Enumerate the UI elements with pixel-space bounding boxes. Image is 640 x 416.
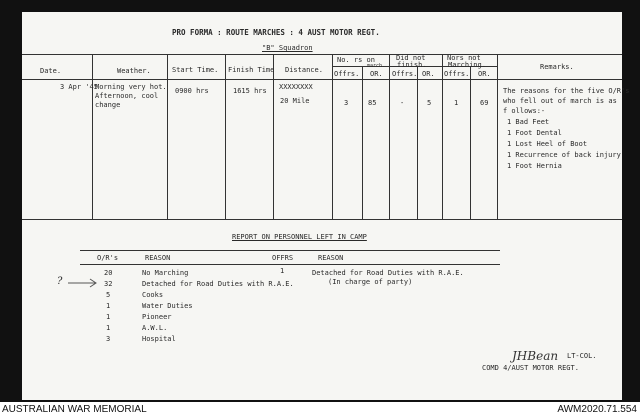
report-count: 20 bbox=[104, 269, 113, 277]
cell-weather-line3: change bbox=[95, 101, 121, 109]
col-header-dnf-ors: OR. bbox=[422, 70, 435, 78]
report-offr-note: (In charge of party) bbox=[328, 278, 413, 286]
col-header-not-marching: Nors not bbox=[447, 54, 481, 62]
col-divider bbox=[332, 54, 333, 219]
col-header-date: Date. bbox=[40, 67, 62, 75]
col-header-on-ors: OR. bbox=[370, 70, 383, 78]
col-header-did-not: Did not bbox=[396, 54, 426, 62]
question-mark-annotation: ? bbox=[57, 276, 63, 287]
report-col-offrs: OFFRS bbox=[272, 254, 294, 262]
col-divider bbox=[225, 54, 226, 219]
document-title: PRO FORMA : ROUTE MARCHES : 4 AUST MOTOR REGT. bbox=[172, 28, 380, 37]
col-divider bbox=[167, 54, 168, 219]
table-header-rule bbox=[22, 79, 622, 80]
cell-start: 0900 hrs bbox=[175, 87, 209, 95]
remarks-item: 1 Foot Hernia bbox=[507, 162, 562, 170]
cell-weather-line2: Afternoon, cool bbox=[95, 92, 159, 100]
archive-footer bbox=[0, 403, 640, 416]
col-header-nos-on-line2: march. bbox=[367, 63, 386, 69]
remarks-item: 1 Lost Heel of Boot bbox=[507, 140, 588, 148]
col-header-nm-offrs: Offrs. bbox=[444, 70, 470, 78]
cell-on-offrs: 3 bbox=[344, 99, 349, 107]
col-divider bbox=[92, 54, 93, 219]
col-header-nm-ors: OR. bbox=[478, 70, 491, 78]
remarks-intro-line2: who fell out of march is as bbox=[503, 97, 617, 105]
cell-finish: 1615 hrs bbox=[233, 87, 267, 95]
remarks-intro-line3: f ollows:- bbox=[503, 107, 546, 115]
col-header-nos-on: No. rs on bbox=[337, 56, 375, 64]
report-reason: Cooks bbox=[142, 291, 164, 299]
cell-date: 3 Apr '45 bbox=[60, 83, 98, 91]
report-reason: Hospital bbox=[142, 335, 176, 343]
document-page bbox=[22, 12, 630, 400]
col-header-did-not-line2: finish. bbox=[397, 61, 427, 69]
col-header-on-offrs: Offrs. bbox=[334, 70, 360, 78]
report-reason: A.W.L. bbox=[142, 324, 168, 332]
col-header-distance: Distance. bbox=[285, 66, 323, 74]
signature-scrawl: JHBean bbox=[512, 349, 559, 363]
signature-title: COMD 4/AUST MOTOR REGT. bbox=[482, 364, 579, 372]
col-header-remarks: Remarks. bbox=[540, 63, 574, 71]
cell-weather-line1: Morning very hot. bbox=[95, 83, 167, 91]
report-top-rule bbox=[80, 250, 500, 251]
table-bottom-rule bbox=[22, 219, 622, 220]
col-header-not-marching-line2: Marching. bbox=[448, 61, 486, 69]
cell-dnf-ors: 5 bbox=[427, 99, 432, 107]
report-offr-reason: Detached for Road Duties with R.A.E. bbox=[312, 269, 464, 277]
cell-nm-offrs: 1 bbox=[454, 99, 459, 107]
col-divider bbox=[273, 54, 274, 219]
report-count: 1 bbox=[106, 313, 111, 321]
squadron-label: "B" Squadron bbox=[262, 44, 313, 52]
report-count: 1 bbox=[106, 302, 111, 310]
footer-institution: AUSTRALIAN WAR MEMORIAL bbox=[2, 404, 147, 415]
signature-rank: LT-COL. bbox=[567, 352, 597, 360]
report-count: 32 bbox=[104, 280, 113, 288]
table-top-rule bbox=[22, 54, 622, 55]
report-reason: Pioneer bbox=[142, 313, 172, 321]
cell-distance: 20 Mile bbox=[280, 97, 310, 105]
col-divider bbox=[362, 66, 363, 219]
report-header-rule bbox=[80, 264, 500, 265]
report-count: 1 bbox=[106, 324, 111, 332]
remarks-item: 1 Foot Dental bbox=[507, 129, 562, 137]
report-col-reason2: REASON bbox=[318, 254, 344, 262]
cell-nm-ors: 69 bbox=[480, 99, 489, 107]
remarks-item: 1 Bad Feet bbox=[507, 118, 550, 126]
report-col-ors: O/R's bbox=[97, 254, 119, 262]
col-divider bbox=[442, 54, 443, 219]
remarks-item: 1 Recurrence of back injury bbox=[507, 151, 621, 159]
remarks-intro-line1: The reasons for the five O/R's bbox=[503, 87, 630, 95]
col-header-start: Start Time. bbox=[172, 66, 219, 74]
report-count: 3 bbox=[106, 335, 111, 343]
col-header-weather: Weather. bbox=[117, 67, 151, 75]
cell-dnf-offrs: - bbox=[400, 99, 405, 107]
report-title: REPORT ON PERSONNEL LEFT IN CAMP bbox=[232, 233, 367, 241]
report-col-reason: REASON bbox=[145, 254, 171, 262]
col-divider bbox=[389, 54, 390, 219]
col-divider bbox=[470, 66, 471, 219]
col-divider bbox=[497, 54, 498, 219]
footer-accession-number: AWM2020.71.554 bbox=[557, 404, 637, 415]
col-header-dnf-offrs: Offrs. bbox=[392, 70, 418, 78]
cell-on-ors: 85 bbox=[368, 99, 377, 107]
report-reason: No Marching bbox=[142, 269, 189, 277]
arrow-annotation-icon bbox=[66, 278, 100, 288]
cell-distance-struck: XXXXXXXX bbox=[279, 83, 313, 91]
report-reason: Detached for Road Duties with R.A.E. bbox=[142, 280, 294, 288]
report-offr-count: 1 bbox=[280, 267, 285, 275]
col-divider bbox=[417, 66, 418, 219]
report-reason: Water Duties bbox=[142, 302, 193, 310]
col-header-finish: Finish Time bbox=[228, 66, 275, 74]
report-count: 5 bbox=[106, 291, 111, 299]
